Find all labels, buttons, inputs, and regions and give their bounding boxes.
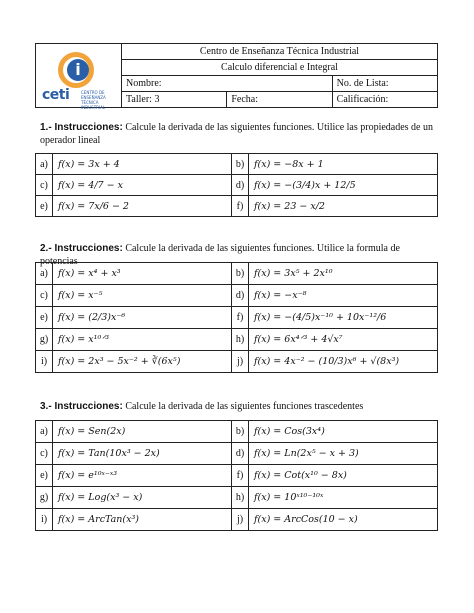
exercise-expression-left: f(x) = 7x/6 − 2 [53, 196, 232, 217]
exercise-expression-left: f(x) = Tan(10x³ − 2x) [53, 443, 232, 465]
exercise-row [36, 351, 438, 373]
logo-subtext: CENTRO DE ENSEÑANZA TÉCNICA INDUSTRIAL [81, 89, 106, 110]
subject-name: Calculo diferencial e Integral [122, 60, 438, 76]
exercise-expression-left: f(x) = e¹⁰ˣ⁻ˣ³ [53, 465, 232, 487]
exercise-label-left: g) [36, 487, 53, 509]
exercise-label-right: j) [232, 509, 249, 531]
exercise-label-left: c) [36, 443, 53, 465]
exercise-label-right: f) [232, 465, 249, 487]
exercise-expression-right: f(x) = 10ˣ¹⁰⁻¹⁰ˣ [249, 487, 438, 509]
exercise-label-right: f) [232, 196, 249, 217]
exercise-label-right: d) [232, 175, 249, 196]
section-1-table [35, 153, 438, 217]
exercise-expression-right: f(x) = 4x⁻² − (10/3)x⁶ + √(8x³) [249, 351, 438, 373]
section-3-instructions [40, 400, 440, 413]
exercise-expression-right: f(x) = −(3/4)x + 12/5 [249, 175, 438, 196]
exercise-label-right: d) [232, 443, 249, 465]
exercise-expression-right: f(x) = −8x + 1 [249, 154, 438, 175]
fecha-field[interactable]: Fecha: [227, 92, 332, 108]
exercise-label-right: f) [232, 307, 249, 329]
exercise-expression-right: f(x) = 6x⁴ᐟ³ + 4√x⁷ [249, 329, 438, 351]
exercise-label-right: h) [232, 329, 249, 351]
exercise-expression-right: f(x) = 23 − x/2 [249, 196, 438, 217]
section-3-table [35, 420, 438, 531]
exercise-expression-right: f(x) = Cos(3x⁴) [249, 421, 438, 443]
exercise-row [36, 285, 438, 307]
exercise-row [36, 421, 438, 443]
exercise-label-left: e) [36, 307, 53, 329]
exercise-row [36, 307, 438, 329]
exercise-label-left: e) [36, 196, 53, 217]
exercise-row [36, 487, 438, 509]
exercise-expression-left: f(x) = x⁴ + x³ [53, 263, 232, 285]
exercise-expression-left: f(x) = Log(x³ − x) [53, 487, 232, 509]
exercise-row [36, 196, 438, 217]
exercise-label-right: b) [232, 421, 249, 443]
logo-letter: i [75, 59, 81, 79]
nombre-field[interactable]: Nombre: [122, 76, 333, 92]
exercise-row [36, 263, 438, 285]
lista-field[interactable]: No. de Lista: [332, 76, 437, 92]
exercise-label-right: d) [232, 285, 249, 307]
taller-field: Taller: 3 [122, 92, 227, 108]
exercise-label-right: j) [232, 351, 249, 373]
exercise-label-right: b) [232, 263, 249, 285]
exercise-expression-right: f(x) = 3x⁵ + 2x¹⁰ [249, 263, 438, 285]
exercise-label-left: c) [36, 285, 53, 307]
exercise-label-left: a) [36, 154, 53, 175]
exercise-row [36, 443, 438, 465]
logo-text: ceti [42, 86, 70, 103]
section-3-text: Calcule la derivada de las siguientes funciones trascedentes [122, 401, 364, 412]
exercise-expression-right: f(x) = Ln(2x⁵ − x + 3) [249, 443, 438, 465]
exercise-expression-left: f(x) = 3x + 4 [53, 154, 232, 175]
exercise-label-left: c) [36, 175, 53, 196]
logo-cell [36, 44, 122, 108]
exercise-expression-left: f(x) = ArcTan(x³) [53, 509, 232, 531]
exercise-expression-left: f(x) = x⁻⁵ [53, 285, 232, 307]
exercise-label-right: b) [232, 154, 249, 175]
exercise-expression-right: f(x) = −(4/5)x⁻¹⁰ + 10x⁻¹²/6 [249, 307, 438, 329]
exercise-label-left: a) [36, 263, 53, 285]
calificacion-field[interactable]: Calificación: [332, 92, 437, 108]
section-2-table [35, 262, 438, 373]
exercise-label-left: g) [36, 329, 53, 351]
exercise-expression-right: f(x) = ArcCos(10 − x) [249, 509, 438, 531]
section-2-number: 2.- Instrucciones: [40, 243, 123, 254]
exercise-row [36, 509, 438, 531]
section-1-text: Calcule la derivada de las siguientes funciones. Utilice las propiedades de un operador lineal [40, 122, 433, 146]
school-name: Centro de Enseñanza Técnica Industrial [122, 44, 438, 60]
exercise-expression-left: f(x) = 4/7 − x [53, 175, 232, 196]
exercise-label-left: e) [36, 465, 53, 487]
exercise-row [36, 329, 438, 351]
section-3-number: 3.- Instrucciones: [40, 401, 123, 412]
exercise-row [36, 154, 438, 175]
exercise-expression-left: f(x) = 2x³ − 5x⁻² + ∛(6x⁵) [53, 351, 232, 373]
exercise-expression-right: f(x) = −x⁻⁸ [249, 285, 438, 307]
exercise-expression-left: f(x) = x¹⁰ᐟ³ [53, 329, 232, 351]
exercise-row [36, 175, 438, 196]
exercise-expression-left: f(x) = (2/3)x⁻⁶ [53, 307, 232, 329]
header-table [35, 43, 438, 108]
exercise-expression-left: f(x) = Sen(2x) [53, 421, 232, 443]
exercise-label-left: i) [36, 351, 53, 373]
section-1-number: 1.- Instrucciones: [40, 122, 123, 133]
section-1-instructions [40, 121, 440, 147]
ceti-logo [36, 46, 121, 110]
section-2-text: Calcule la derivada de las siguientes funciones. Utilice la formula de potencias [40, 243, 400, 267]
exercise-label-left: i) [36, 509, 53, 531]
exercise-row [36, 465, 438, 487]
exercise-expression-right: f(x) = Cot(x¹⁰ − 8x) [249, 465, 438, 487]
exercise-label-right: h) [232, 487, 249, 509]
exercise-label-left: a) [36, 421, 53, 443]
